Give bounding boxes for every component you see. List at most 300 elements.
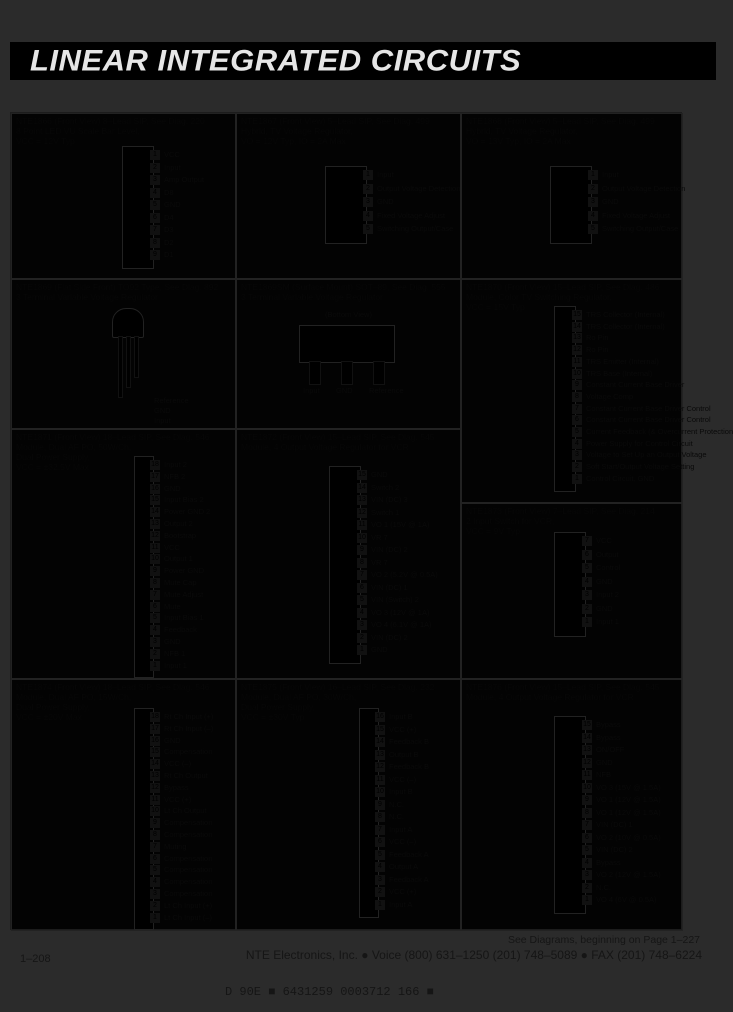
pin-number: 13	[583, 746, 591, 753]
pin-label: Input	[164, 162, 181, 172]
pin-label: VO 2 (10V @ 0.5A)	[596, 832, 661, 842]
pin-row	[150, 712, 235, 723]
pin-row	[582, 845, 682, 856]
pin-row	[357, 470, 460, 481]
pin-number: 14	[151, 508, 159, 516]
ic-body	[550, 166, 592, 244]
pin-label: Control Circuit, GND	[586, 473, 655, 483]
pin-number: 15	[376, 725, 384, 733]
pin-label: N.C.	[596, 882, 611, 892]
pin-number: 6	[150, 854, 160, 864]
pin-row	[150, 747, 235, 758]
pin-label: GND	[164, 637, 181, 646]
lead	[126, 336, 131, 388]
pin-row	[150, 213, 235, 224]
pin-label: Feedback B	[389, 762, 430, 771]
pin-row	[363, 211, 460, 222]
leg-label: GND	[336, 386, 353, 395]
pin-number: 1	[375, 900, 385, 910]
pin-row	[588, 183, 686, 195]
pin-row	[375, 725, 460, 736]
header-line: NTE1869SM (Surface Mount) SOT–89, See Diag. 555	[241, 282, 446, 292]
cell-nte1876	[461, 679, 683, 931]
pin-number: 1	[150, 661, 160, 671]
pin-row	[582, 870, 682, 881]
pin-label: VO 3 (12V @ 1A)	[371, 607, 430, 617]
pin-label: GND	[371, 470, 388, 479]
pin-number: 4	[375, 862, 385, 872]
pin-label: NFB 2	[164, 471, 186, 481]
pin-label: TRS Base (Internal)	[586, 368, 653, 378]
pin-label: Control	[596, 563, 621, 572]
header-line: 3 Terminal Variable Voltage Regulator	[241, 292, 383, 302]
header-line: Hybrid, TV Voltage Regulator,	[466, 126, 578, 136]
pin-number: 16	[151, 484, 159, 492]
pin-number: 7	[150, 590, 160, 600]
pin-row	[572, 438, 693, 450]
pin-label: VR 7	[371, 532, 388, 542]
pin-number: 10	[583, 783, 591, 791]
pin-label: VO 2 (5.2V @ 0.5A)	[371, 570, 438, 579]
pin-label: Muting	[164, 841, 187, 851]
pin-label: Lt Ch Input (–)	[164, 912, 212, 922]
cell-header	[241, 432, 457, 452]
pin-row	[150, 842, 235, 853]
pin-row	[150, 661, 235, 672]
leg-label: Reference	[369, 386, 404, 395]
pin-label: Output B	[389, 749, 419, 759]
pin-label: VCC (–)	[389, 774, 417, 784]
pin-row	[357, 508, 460, 519]
pin-label: Input 1	[164, 660, 187, 670]
pin-number: 13	[151, 520, 159, 527]
pin-number: 1	[363, 170, 373, 180]
header-line: VO = 12V Typ, IO = 2A Max	[241, 136, 346, 146]
pin-row	[572, 322, 682, 333]
pin-row	[582, 604, 682, 615]
pin-row	[150, 854, 235, 865]
pin-row	[357, 533, 460, 544]
pin-row	[150, 225, 235, 236]
pin-label: Compensation	[164, 889, 213, 898]
cell-nte1869	[11, 279, 236, 429]
pin-number: 4	[150, 188, 160, 198]
pin-row	[375, 800, 460, 811]
pin-label: Voltage to Set Up an Output Voltage	[586, 450, 707, 460]
pin-number: 4	[582, 577, 592, 587]
pin-label: D8	[164, 187, 174, 197]
pin-label: Mute Cap	[164, 578, 197, 587]
sot89-body	[299, 325, 395, 363]
pin-number: 6	[582, 833, 592, 843]
pin-number: 12	[151, 531, 159, 539]
pin-number: 6	[375, 837, 385, 847]
pin-row	[572, 333, 682, 344]
pin-number: 5	[150, 200, 160, 210]
lead	[134, 336, 139, 378]
pin-label: Ro Pin	[586, 333, 609, 343]
pin-label: Input Bias 1	[164, 613, 204, 623]
pin-label: Lt Ch Input (+)	[164, 900, 213, 910]
pin-label: Output	[596, 549, 619, 559]
header-line: NTE1875 (Front View) 16–Lead SIP, See Diag. 232	[241, 682, 435, 692]
pin-number: 10	[151, 555, 159, 563]
pin-number: 2	[363, 184, 373, 194]
pin-row	[150, 818, 235, 829]
pin-label: GND	[596, 603, 613, 613]
header-line: VCC = ±32.5V Max	[16, 462, 89, 472]
pin-label: VCC (+)	[164, 794, 192, 804]
pin-row	[582, 833, 682, 844]
pin-number: 4	[572, 439, 582, 449]
pin-number: 5	[375, 850, 385, 860]
pin-label: Bypass	[596, 720, 621, 729]
pin-number: 9	[582, 795, 592, 805]
pin-label: GND	[164, 483, 181, 493]
cell-nte1875	[236, 679, 461, 931]
pin-row	[150, 602, 235, 613]
pin-row	[150, 637, 235, 648]
cell-nte1871	[11, 429, 236, 679]
cell-nte1866	[11, 113, 236, 279]
pin-row	[357, 608, 460, 619]
view-label: (Bottom View)	[325, 310, 372, 319]
pin-number: 1	[150, 150, 160, 160]
pin-number: 9	[150, 566, 160, 576]
pin-label: VIN (DC) 2	[596, 845, 633, 854]
header-line: VCC = ±20V Max	[16, 712, 82, 722]
pin-number: 4	[363, 211, 373, 221]
header-line: NTE1872 (Front View) 15–Lead SIP, See Diag. 545	[241, 432, 435, 442]
cell-nte1869sm	[236, 279, 461, 429]
pin-row	[357, 620, 460, 631]
header-line: Module, Dual AF PO, 15W/Ch,	[16, 692, 132, 702]
pin-label: Compensation	[164, 865, 213, 875]
pin-number: 2	[150, 163, 160, 173]
pin-row	[150, 484, 235, 495]
pin-number: 15	[573, 311, 581, 318]
pin-label: ON/OFF	[596, 745, 625, 754]
pin-label: VO 2 (12V @ 1.5A)	[596, 870, 661, 879]
pin-number: 13	[358, 496, 366, 503]
pin-number: 8	[357, 558, 367, 568]
lead	[373, 361, 385, 385]
pin-label: Bypass	[164, 782, 189, 792]
pin-number: 16	[151, 736, 159, 744]
pin-row	[582, 883, 682, 894]
pin-number: 5	[588, 224, 598, 234]
header-line: Module, Dual AF PO, 50W/Ch,	[16, 442, 132, 452]
pin-row	[375, 787, 460, 798]
pin-row	[150, 531, 235, 542]
pin-label: D3	[164, 225, 174, 234]
pin-row	[150, 163, 235, 174]
header-line: Module, Color TV Switching Regulator,	[466, 292, 612, 302]
pin-row	[150, 519, 235, 530]
pin-number: 6	[582, 550, 592, 560]
pin-number: 4	[357, 608, 367, 618]
pin-number: 12	[358, 508, 366, 516]
pin-row	[363, 184, 460, 195]
pin-row	[150, 238, 235, 249]
pin-row	[150, 495, 235, 506]
pin-label: VIN (DC) 1	[371, 582, 408, 592]
pin-row	[357, 483, 460, 494]
header-line: NTE1873 (Front View) 7–Lead SIP, See Diag. 214	[466, 506, 655, 516]
pin-number: 3	[150, 889, 160, 899]
pin-number: 10	[151, 807, 159, 815]
pin-row	[582, 590, 682, 601]
header-line: VCC = 15V Typ	[466, 302, 525, 312]
pin-number: 11	[358, 521, 366, 528]
pin-row	[150, 472, 235, 483]
header-line: NTE1876 (Front View) 15–Lead SIP, See Diag. 545	[466, 682, 660, 692]
pin-number: 3	[150, 175, 160, 185]
pin-number: 2	[357, 633, 367, 643]
pin-number: 3	[588, 197, 598, 207]
pin-number: 13	[573, 334, 581, 342]
pin-label: VCC	[596, 536, 612, 545]
lead	[341, 361, 353, 385]
cell-nte1872	[236, 429, 461, 679]
pin-number: 11	[583, 771, 591, 778]
pin-number: 1	[357, 645, 367, 655]
pin-row	[150, 913, 235, 924]
pin-label: Current Feedback (& Overcurrent Protection	[586, 427, 733, 436]
pin-label: Lt Ch Output	[164, 806, 207, 816]
pin-number: 18	[151, 461, 159, 468]
pin-label: Rt Ch Input (–)	[164, 723, 214, 733]
pin-label: Input 2	[164, 460, 187, 469]
pin-label: Input B	[389, 712, 413, 721]
pin-number: 1	[588, 170, 598, 180]
pin-number: 8	[150, 238, 160, 248]
pin-label: GND	[377, 197, 394, 206]
pin-number: 6	[572, 415, 582, 425]
pin-label: D1	[164, 250, 174, 259]
pin-number: 3	[357, 620, 367, 630]
pin-label: Output A	[389, 862, 419, 871]
cell-nte1868	[461, 113, 686, 279]
pin-number: 17	[151, 472, 159, 480]
pin-row	[572, 403, 711, 415]
pin-row	[572, 450, 707, 461]
cell-header	[16, 282, 232, 302]
pin-row	[150, 590, 235, 601]
pin-label: Output Voltage Detection	[602, 183, 686, 193]
pin-label: Voltage Comp	[586, 391, 634, 401]
pin-row	[150, 200, 235, 211]
pin-label: GND	[164, 735, 181, 745]
pin-row	[375, 750, 460, 761]
pin-row	[588, 170, 682, 181]
pin-number: 5	[582, 845, 592, 855]
cell-header	[466, 116, 679, 146]
pin-label: TRS Emitter (Internal)	[586, 356, 659, 366]
banner	[10, 42, 716, 80]
pin-label: VIN (DC) 3	[371, 495, 408, 504]
pin-row	[150, 460, 235, 471]
header-line: Module, 4 Output Voltage Regulator for VCR	[241, 442, 409, 452]
pin-number: 9	[375, 800, 385, 810]
barcode-text: D 90E ■ 6431259 0003712 166 ■	[225, 985, 434, 999]
header-line: NTE1866 (Front View) 8–Lead SIP, See Diag. 220	[16, 116, 205, 126]
pin-label: Constant Current Base Driver	[586, 380, 685, 390]
pin-label: Fixed Voltage Adjust	[602, 210, 670, 220]
header-line: Module, Dual AF PO, 30W/Ch,	[241, 692, 357, 702]
header-line: Hybrid, TV Voltage Regulator,	[241, 126, 353, 136]
pin-label: VIN (DC) 2	[371, 632, 408, 642]
pin-label: D2	[164, 237, 174, 247]
leg-label: Input	[154, 416, 171, 425]
pin-number: 9	[357, 545, 367, 555]
pin-label: Input A	[389, 899, 413, 909]
lead	[309, 361, 321, 385]
pin-number: 11	[151, 795, 159, 803]
pin-row	[582, 808, 682, 819]
pin-number: 10	[573, 369, 581, 377]
pin-label: Amp Output	[164, 175, 205, 184]
pin-number: 16	[376, 713, 384, 720]
pin-label: Feedback A	[389, 849, 429, 859]
pin-number: 3	[375, 875, 385, 885]
pin-number: 5	[582, 563, 592, 573]
pin-label: N.C.	[389, 812, 404, 821]
pin-number: 15	[151, 748, 159, 756]
header-line: NTE1871 (Front View) 18–Lead SIP, See Diag. 546	[16, 432, 210, 442]
pin-row	[572, 415, 711, 426]
pin-number: 9	[572, 380, 582, 390]
pin-label: Mute Adjust	[164, 589, 204, 599]
pin-number: 15	[151, 496, 159, 504]
pin-label: Switching Output/Case	[377, 224, 454, 233]
pin-row	[582, 617, 682, 628]
pin-label: VCC (–)	[164, 759, 192, 769]
pin-label: VO 3 (15V @ 1.5A)	[596, 782, 661, 792]
pin-row	[572, 392, 682, 403]
pin-label: VCC	[164, 150, 180, 159]
pin-number: 14	[151, 760, 159, 768]
pin-number: 3	[572, 450, 582, 460]
pin-row	[363, 170, 460, 181]
pin-row	[150, 175, 235, 186]
pin-number: 14	[583, 733, 591, 741]
pin-label: Input	[602, 170, 619, 179]
header-line: NTE1874 (Front View) 18–Lead SIP, See Diag. 546	[16, 682, 210, 692]
ic-body	[325, 166, 367, 244]
pin-number: 12	[573, 346, 581, 354]
pin-row	[375, 900, 460, 911]
pin-row	[150, 865, 235, 876]
pin-row	[582, 577, 682, 588]
pin-label: Input A	[389, 824, 413, 834]
pin-number: 15	[583, 721, 591, 728]
pin-row	[582, 720, 682, 731]
pin-row	[588, 197, 682, 208]
pin-row	[357, 645, 460, 656]
pin-row	[150, 566, 235, 577]
pin-number: 2	[150, 649, 160, 659]
pin-number: 1	[582, 617, 592, 627]
header-line: NTE1868 (Front View) 5–Lead SIP, See Diag. 499	[466, 116, 655, 126]
pin-label: GND	[596, 757, 613, 767]
pin-number: 8	[150, 578, 160, 588]
pin-number: 8	[572, 392, 582, 402]
pin-label: Bypass	[596, 857, 621, 867]
pin-number: 7	[375, 825, 385, 835]
pin-label: Compensation	[164, 830, 213, 839]
pin-label: Switch 1	[371, 507, 400, 517]
pin-row	[375, 850, 460, 861]
pin-label: Fixed Voltage Adjust	[377, 210, 445, 220]
pin-row	[357, 495, 460, 506]
cell-nte1873	[461, 503, 683, 679]
header-line: Dual Power Supply,	[16, 452, 91, 462]
pin-row	[150, 150, 235, 161]
pin-row	[582, 820, 682, 831]
pin-row	[582, 536, 682, 547]
banner-title: LINEAR INTEGRATED CIRCUITS	[30, 43, 522, 78]
pin-row	[357, 583, 460, 594]
pin-label: VIN (Switch) 2	[371, 595, 419, 604]
pin-row	[582, 858, 682, 869]
pin-number: 9	[150, 250, 160, 260]
pin-row	[150, 901, 235, 912]
pin-label: D4	[164, 212, 174, 222]
pin-label: TRS Collector (Internal)	[586, 321, 665, 331]
pin-label: VO 1 (12V @ 1.5A)	[596, 795, 661, 804]
pin-number: 13	[376, 750, 384, 758]
pin-row	[357, 633, 460, 644]
pin-number: 3	[363, 197, 373, 207]
pin-row	[150, 250, 235, 261]
pin-row	[375, 862, 460, 873]
pin-label: Input Bias 2	[164, 495, 204, 505]
pin-number: 5	[572, 427, 582, 437]
pin-label: Bypass	[596, 732, 621, 742]
pin-number: 18	[151, 713, 159, 720]
pin-row	[375, 875, 460, 886]
pin-row	[150, 759, 235, 770]
pin-number: 4	[582, 858, 592, 868]
pin-label: NFB	[596, 770, 611, 779]
pin-label: Input 2	[596, 590, 619, 599]
pin-number: 6	[150, 602, 160, 612]
pin-label: Feedback A	[389, 874, 429, 884]
pin-number: 17	[151, 724, 159, 732]
pin-row	[572, 474, 682, 485]
leg-label: GND	[154, 406, 171, 415]
pin-label: Feedback B	[389, 737, 430, 746]
pin-number: 2	[375, 887, 385, 897]
pin-label: Compensation	[164, 818, 213, 828]
pin-label: VO 4 (6.1V @ 1A)	[371, 620, 432, 629]
pin-row	[572, 427, 733, 438]
pin-number: 4	[150, 625, 160, 635]
datasheet-panel	[10, 112, 733, 930]
pin-row	[357, 595, 460, 606]
pin-row	[572, 310, 682, 321]
pin-label: VCC	[164, 542, 180, 552]
pin-label: Rt Ch Input (+)	[164, 712, 214, 721]
cell-header	[241, 282, 457, 302]
pin-row	[588, 211, 682, 222]
pin-number: 6	[357, 583, 367, 593]
pin-row	[375, 837, 460, 848]
pin-number: 3	[582, 870, 592, 880]
pin-row	[150, 625, 235, 636]
pin-label: Switching Output/Case	[602, 224, 679, 233]
